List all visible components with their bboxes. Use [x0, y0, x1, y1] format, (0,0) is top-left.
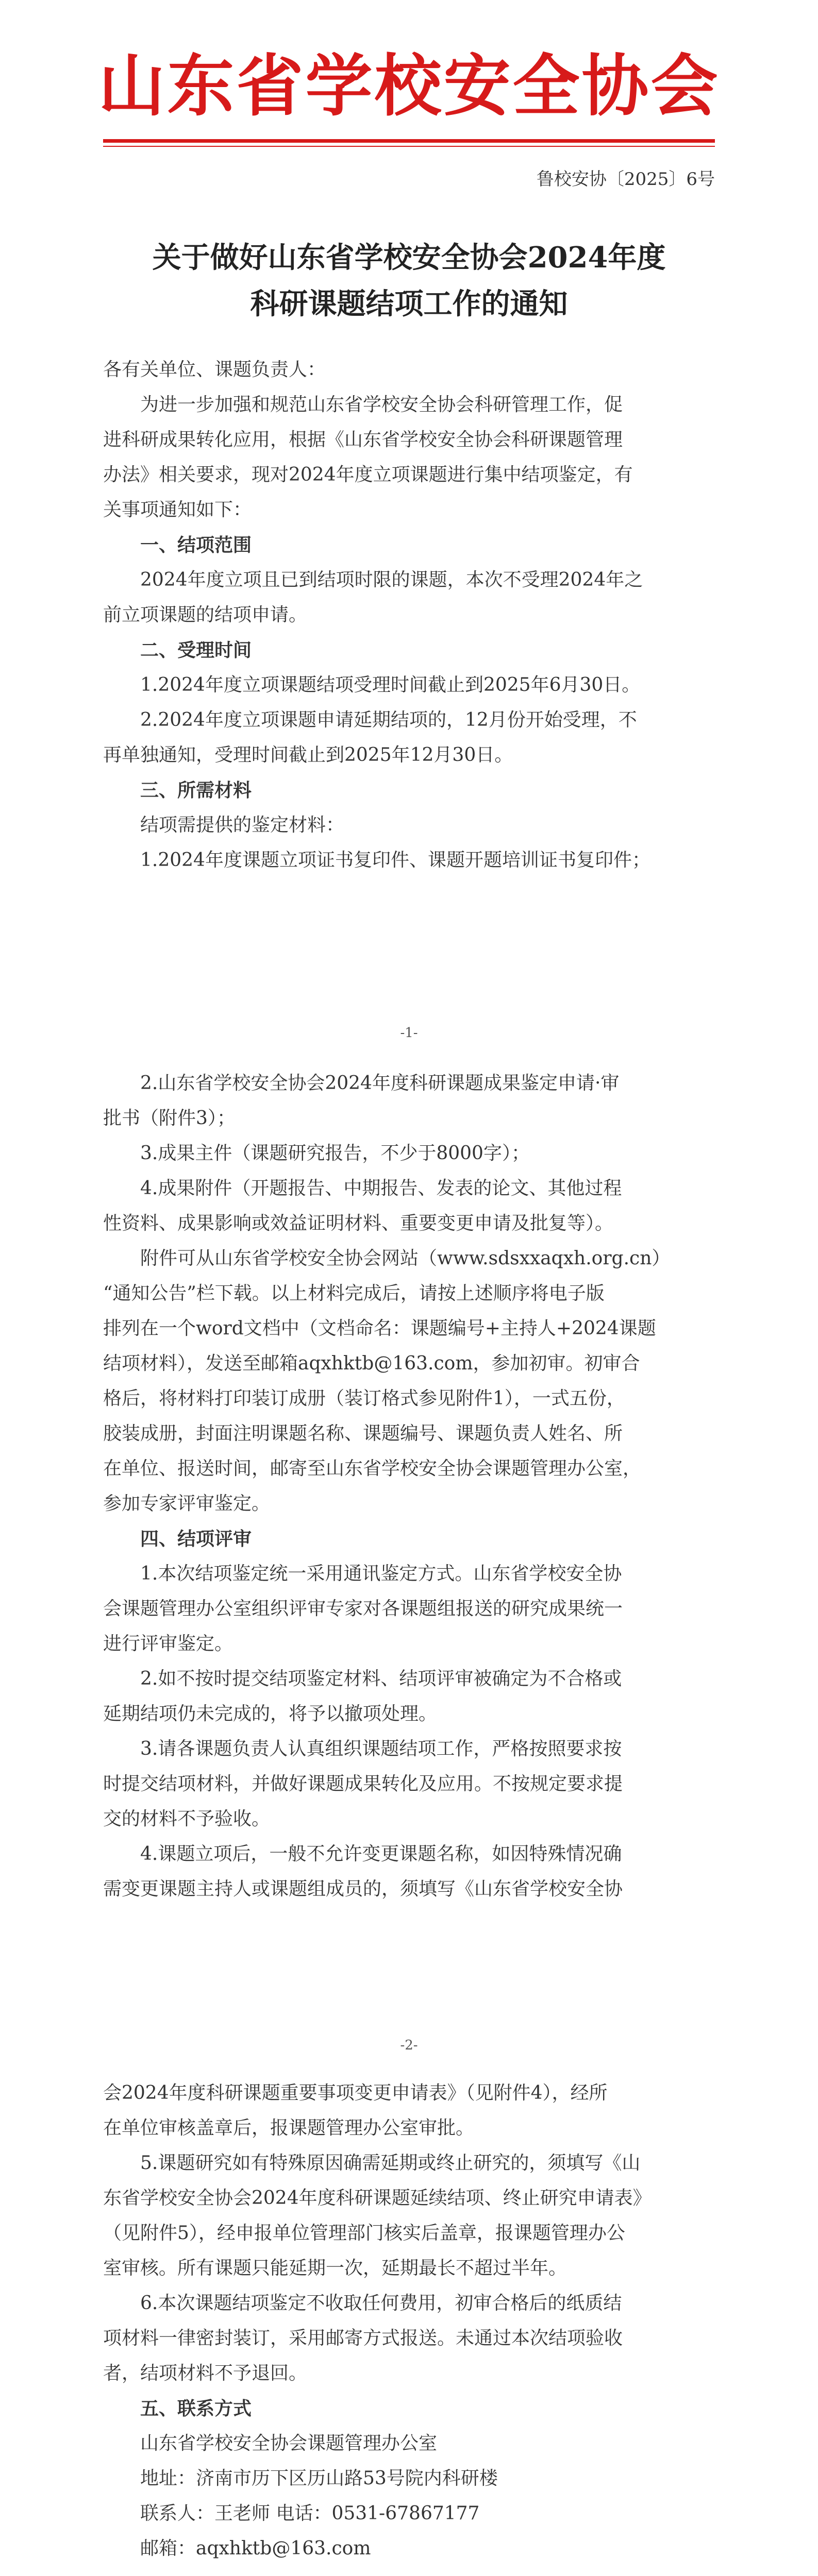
- time-line: 2.2024年度立项课题申请延期结项的，12月份开始受理，不: [140, 709, 637, 731]
- page-number: -2-: [400, 2038, 418, 2053]
- section-heading-review: 四、结项评审: [140, 1528, 252, 1550]
- materials-line: 结项需提供的鉴定材料：: [140, 815, 345, 836]
- time-line: 1.2024年度立项课题结项受理时间截止到2025年6月30日。: [140, 674, 641, 696]
- review-line: 4.课题立项后，一般不允许变更课题名称，如因特殊情况确: [140, 1843, 622, 1865]
- materials-line: 参加专家评审鉴定。: [103, 1493, 271, 1514]
- document-number: 鲁校安协〔2025〕6号: [536, 169, 715, 190]
- contact-address: 地址：济南市历下区历山路53号院内科研楼: [140, 2468, 498, 2489]
- review-line: 者，结项材料不予退回。: [103, 2363, 308, 2384]
- review-line: 室审核。所有课题只能延期一次，延期最长不超过半年。: [103, 2258, 567, 2279]
- review-line: 6.本次课题结项鉴定不收取任何费用，初审合格后的纸质结: [140, 2293, 622, 2314]
- header-red-rule-thin: [103, 146, 715, 147]
- review-line: 东省学校安全协会2024年度科研课题延续结项、终止研究申请表》: [103, 2188, 652, 2209]
- review-line: 会课题管理办公室组织评审专家对各课题组报送的研究成果统一: [103, 1598, 623, 1619]
- page-number: -1-: [400, 1025, 418, 1041]
- intro-line: 为进一步加强和规范山东省学校安全协会科研管理工作，促: [140, 394, 623, 415]
- header-red-rule: [103, 139, 715, 143]
- review-line: 延期结项仍未完成的，将予以撤项处理。: [103, 1703, 438, 1724]
- review-line: 进行评审鉴定。: [103, 1633, 233, 1654]
- notice-title-line2: 科研课题结项工作的通知: [250, 287, 568, 321]
- scope-line: 2024年度立项且已到结项时限的课题，本次不受理2024年之: [140, 569, 643, 590]
- salutation: 各有关单位、课题负责人：: [103, 359, 326, 380]
- intro-line: 进科研成果转化应用，根据《山东省学校安全协会科研课题管理: [103, 429, 623, 450]
- intro-line: 关事项通知如下：: [103, 499, 252, 520]
- review-line: （见附件5），经申报单位管理部门核实后盖章，报课题管理办公: [103, 2223, 625, 2244]
- review-line: 交的材料不予验收。: [103, 1808, 271, 1829]
- review-line: 会2024年度科研课题重要事项变更申请表》（见附件4），经所: [103, 2082, 608, 2104]
- section-heading-contact: 五、联系方式: [140, 2398, 252, 2419]
- org-header-title: 山东省学校安全协会: [98, 47, 720, 125]
- materials-line: 性资料、成果影响或效益证明材料、重要变更申请及批复等）。: [103, 1213, 614, 1234]
- materials-line: 胶装成册，封面注明课题名称、课题编号、课题负责人姓名、所: [103, 1423, 623, 1444]
- review-line: 项材料一律密封装订，采用邮寄方式报送。未通过本次结项验收: [103, 2328, 623, 2349]
- section-heading-time: 二、受理时间: [140, 639, 252, 661]
- section-heading-scope: 一、结项范围: [140, 534, 252, 556]
- review-line: 3.请各课题负责人认真组织课题结项工作，严格按照要求按: [140, 1738, 622, 1759]
- section-heading-materials: 三、所需材料: [140, 779, 252, 801]
- materials-line: 2.山东省学校安全协会2024年度科研课题成果鉴定申请·审: [140, 1073, 620, 1094]
- notice-title-line1: 关于做好山东省学校安全协会2024年度: [152, 241, 666, 275]
- materials-line: 1.2024年度课题立项证书复印件、课题开题培训证书复印件；: [140, 850, 650, 871]
- time-line: 再单独通知，受理时间截止到2025年12月30日。: [103, 744, 513, 766]
- intro-line: 办法》相关要求，现对2024年度立项课题进行集中结项鉴定，有: [103, 464, 633, 485]
- review-line: 时提交结项材料，并做好课题成果转化及应用。不按规定要求提: [103, 1773, 623, 1794]
- materials-line: 在单位、报送时间，邮寄至山东省学校安全协会课题管理办公室，: [103, 1458, 642, 1479]
- materials-line: 排列在一个word文档中（文档命名：课题编号+主持人+2024课题: [103, 1318, 656, 1339]
- review-line: 2.如不按时提交结项鉴定材料、结项评审被确定为不合格或: [140, 1668, 622, 1689]
- review-line: 1.本次结项鉴定统一采用通讯鉴定方式。山东省学校安全协: [140, 1563, 622, 1584]
- contact-person: 联系人：王老师 电话：0531-67867177: [140, 2503, 480, 2524]
- review-line: 在单位审核盖章后，报课题管理办公室审批。: [103, 2117, 475, 2139]
- materials-line: 格后，将材料打印装订成册（装订格式参见附件1），一式五份，: [103, 1388, 625, 1409]
- materials-line: 3.成果主件（课题研究报告，不少于8000字）；: [140, 1143, 530, 1164]
- contact-email: 邮箱：aqxhktb@163.com: [140, 2538, 371, 2559]
- review-line: 需变更课题主持人或课题组成员的，须填写《山东省学校安全协: [103, 1878, 623, 1900]
- materials-line: 结项材料），发送至邮箱aqxhktb@163.com，参加初审。初审合: [103, 1353, 640, 1374]
- materials-line: “通知公告”栏下载。以上材料完成后，请按上述顺序将电子版: [103, 1283, 605, 1304]
- materials-line: 批书（附件3）；: [103, 1108, 236, 1129]
- contact-office: 山东省学校安全协会课题管理办公室: [140, 2433, 438, 2454]
- materials-line: 4.成果附件（开题报告、中期报告、发表的论文、其他过程: [140, 1178, 622, 1199]
- review-line: 5.课题研究如有特殊原因确需延期或终止研究的，须填写《山: [140, 2153, 641, 2174]
- materials-line: 附件可从山东省学校安全协会网站（www.sdsxxaqxh.org.cn）: [140, 1248, 671, 1269]
- scope-line: 前立项课题的结项申请。: [103, 604, 308, 625]
